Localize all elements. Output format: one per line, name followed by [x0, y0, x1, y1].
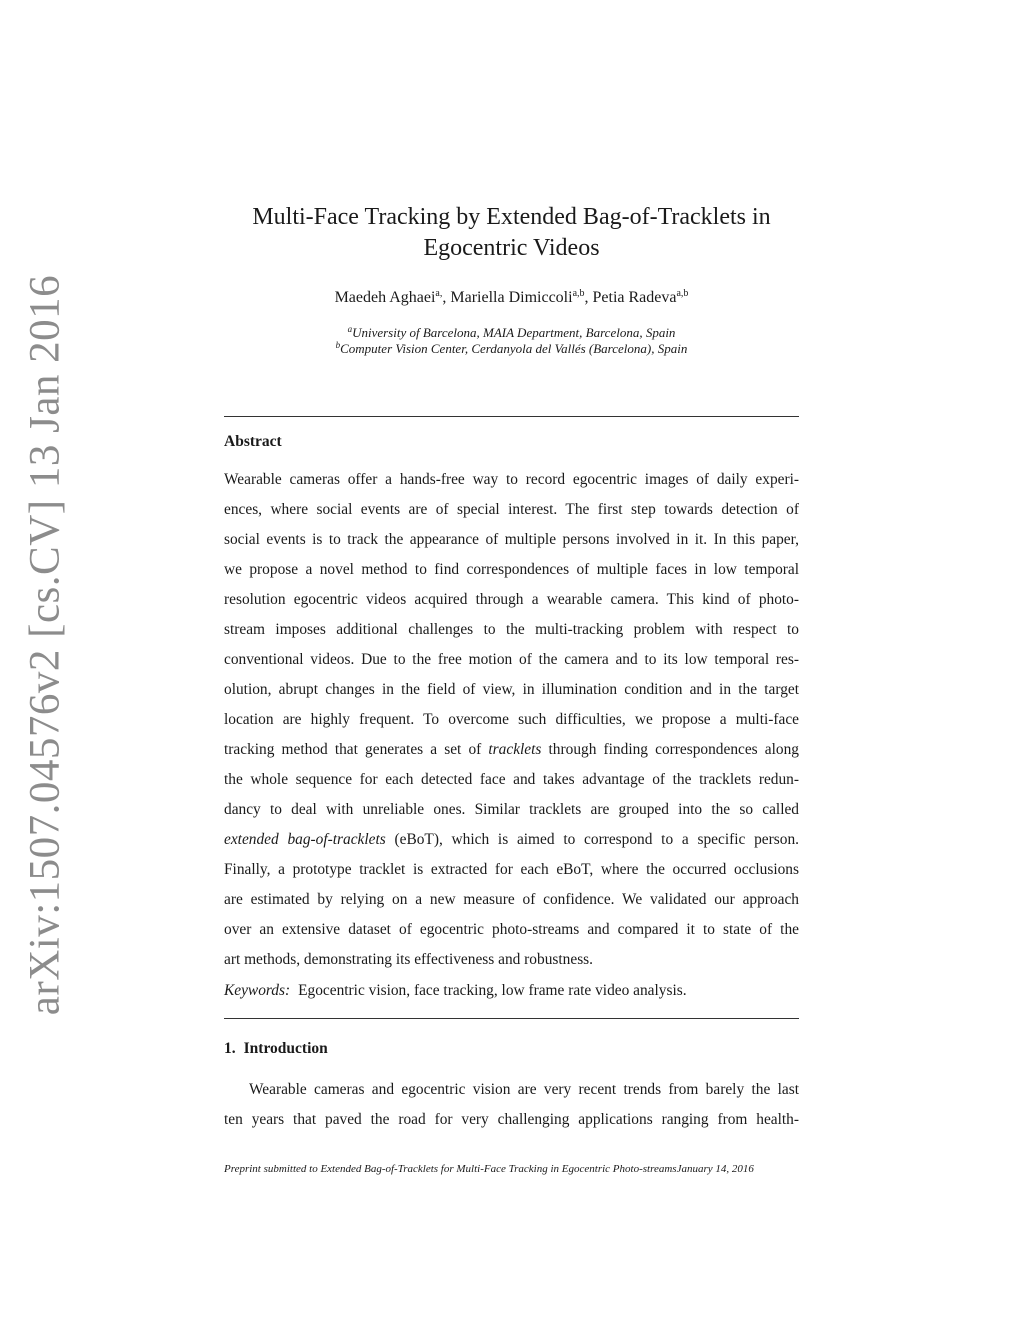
title-line-2: Egocentric Videos — [423, 235, 600, 261]
introduction-body — [224, 1075, 799, 1135]
affiliation-b — [164, 341, 859, 357]
author-name: Petia Radeva — [592, 289, 677, 306]
paper-title — [164, 202, 859, 264]
affiliation-text: Computer Vision Center, Cerdanyola del Vallés (Barcelona), Spain — [340, 341, 688, 356]
affiliation-text: University of Barcelona, MAIA Department, Barcelona, Spain — [352, 325, 676, 340]
abstract-line: Finally, a prototype tracklet is extracted for each eBoT, where the occurred occlusions — [224, 861, 799, 878]
affiliation-mark: b — [335, 340, 341, 350]
abstract-line: the whole sequence for each detected face and takes advantage of the tracklets redun- — [224, 771, 799, 788]
abstract-emphasis: tracklets — [488, 741, 542, 758]
abstract-line: we propose a novel method to find correspondences of multiple faces in low temporal — [224, 561, 799, 578]
body-line: Wearable cameras and egocentric vision are very recent trends from barely the last — [249, 1081, 799, 1098]
affiliation-a — [164, 325, 859, 341]
abstract-line: art methods, demonstrating its effectiveness and robustness. — [224, 951, 594, 968]
abstract-bottom-rule — [224, 1018, 799, 1019]
abstract-line: stream imposes additional challenges to the multi-tracking problem with respect to — [224, 621, 799, 638]
abstract-body — [224, 465, 799, 975]
abstract-text: through finding correspondences along — [541, 741, 799, 758]
affiliation-mark: a — [347, 324, 353, 334]
abstract-text: (eBoT), which is aimed to correspond to a specific person. — [385, 831, 799, 848]
keywords-text: Egocentric vision, face tracking, low frame rate video analysis. — [298, 982, 687, 999]
abstract-emphasis: extended bag-of-tracklets — [224, 831, 386, 848]
abstract-line: are estimated by relying on a new measure of confidence. We validated our approach — [224, 891, 799, 908]
author-affiliation-mark: a,b — [572, 288, 585, 299]
section-number: 1. — [224, 1040, 236, 1057]
section-title: Introduction — [243, 1040, 328, 1057]
abstract-line: dancy to deal with unreliable ones. Similar tracklets are grouped into the so called — [224, 801, 799, 818]
footer-date: January 14, 2016 — [676, 1163, 754, 1175]
keywords-label: Keywords: — [224, 982, 291, 999]
author-name: Mariella Dimiccoli — [450, 289, 573, 306]
body-line: ten years that paved the road for very challenging applications ranging from health- — [224, 1111, 799, 1128]
abstract-line: resolution egocentric videos acquired through a wearable camera. This kind of photo- — [224, 591, 799, 608]
abstract-line: social events is to track the appearance of multiple persons involved in it. In this paper, — [224, 531, 799, 548]
abstract-line: ences, where social events are of special interest. The first step towards detection of — [224, 501, 799, 518]
author-separator: , — [442, 289, 451, 306]
abstract-top-rule — [224, 416, 799, 417]
author-separator: , — [584, 289, 593, 306]
author-affiliation-mark: a,b — [676, 288, 689, 299]
abstract-line: olution, abrupt changes in the field of view, in illumination condition and in the target — [224, 681, 799, 698]
arxiv-identifier-stamp: arXiv:1507.04576v2 [cs.CV] 13 Jan 2016 — [21, 274, 69, 1016]
abstract-line: Wearable cameras offer a hands-free way to record egocentric images of daily experi- — [224, 471, 799, 488]
affiliation-list — [164, 325, 859, 357]
footer-text: Preprint submitted to Extended Bag-of-Tracklets for Multi-Face Tracking in Egocentric Photo-streams — [224, 1163, 677, 1175]
abstract-line: location are highly frequent. To overcome such difficulties, we propose a multi-face — [224, 711, 799, 728]
abstract-line — [224, 825, 799, 855]
abstract-heading: Abstract — [224, 433, 282, 450]
author-name: Maedeh Aghaei — [334, 289, 436, 306]
author-affiliation-mark: a, — [435, 288, 443, 299]
title-line-1: Multi-Face Tracking by Extended Bag-of-Tracklets in — [252, 204, 771, 230]
preprint-footer — [224, 1163, 856, 1175]
abstract-text: tracking method that generates a set of — [224, 741, 489, 758]
abstract-line — [224, 735, 799, 765]
abstract-line: over an extensive dataset of egocentric photo-streams and compared it to state of the — [224, 921, 799, 938]
author-list — [164, 289, 859, 307]
abstract-line: conventional videos. Due to the free motion of the camera and to its low temporal res- — [224, 651, 799, 668]
keywords — [224, 982, 687, 1000]
section-heading-introduction — [224, 1040, 328, 1058]
